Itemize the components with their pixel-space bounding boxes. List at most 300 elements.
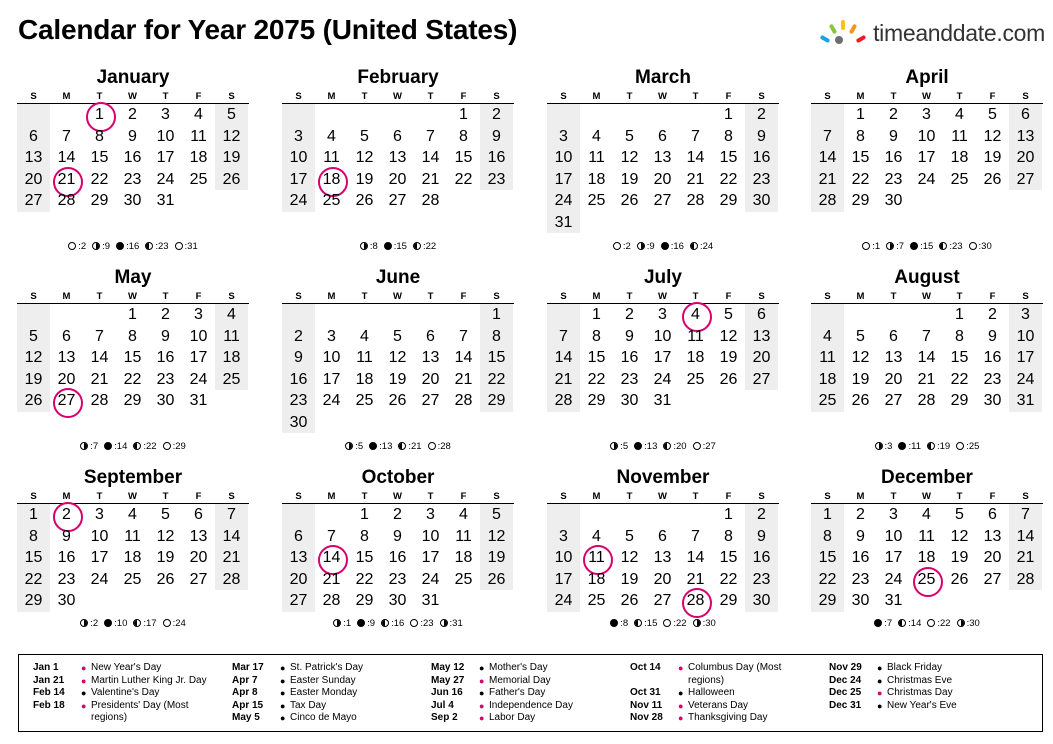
holiday-day-cell[interactable]: 11 bbox=[580, 547, 613, 569]
day-cell[interactable]: 9 bbox=[128, 127, 137, 145]
day-cell[interactable]: 31 bbox=[884, 592, 903, 609]
day-cell[interactable]: 30 bbox=[156, 392, 175, 409]
day-cell[interactable]: 19 bbox=[983, 149, 1002, 166]
day-cell[interactable]: 23 bbox=[745, 569, 778, 591]
holiday-day-cell[interactable]: 18 bbox=[315, 169, 348, 191]
day-cell[interactable]: 1 bbox=[128, 306, 137, 323]
day-cell[interactable]: 6 bbox=[988, 506, 997, 523]
day-cell[interactable]: 22 bbox=[17, 569, 50, 591]
day-cell[interactable]: 30 bbox=[282, 412, 315, 434]
day-cell[interactable]: 2 bbox=[393, 506, 402, 523]
day-cell[interactable]: 5 bbox=[393, 327, 402, 345]
day-cell[interactable]: 18 bbox=[215, 347, 248, 369]
day-cell[interactable]: 31 bbox=[189, 392, 208, 409]
day-cell[interactable]: 8 bbox=[856, 127, 865, 145]
day-cell[interactable]: 7 bbox=[95, 327, 104, 345]
day-cell[interactable]: 20 bbox=[1009, 147, 1042, 169]
day-cell[interactable]: 22 bbox=[355, 570, 374, 588]
day-cell[interactable]: 12 bbox=[215, 126, 248, 148]
day-cell[interactable]: 9 bbox=[62, 527, 71, 545]
day-cell[interactable]: 9 bbox=[745, 526, 778, 548]
day-cell[interactable]: 14 bbox=[215, 526, 248, 548]
day-cell[interactable]: 20 bbox=[983, 549, 1002, 566]
day-cell[interactable]: 15 bbox=[851, 149, 870, 166]
day-cell[interactable]: 26 bbox=[983, 170, 1002, 188]
day-cell[interactable]: 4 bbox=[327, 127, 336, 145]
day-cell[interactable]: 7 bbox=[459, 327, 468, 345]
timeanddate-logo[interactable] bbox=[821, 18, 1045, 48]
day-cell[interactable]: 2 bbox=[889, 106, 898, 123]
day-cell[interactable]: 23 bbox=[480, 169, 513, 191]
day-cell[interactable]: 15 bbox=[719, 549, 738, 566]
day-cell[interactable]: 6 bbox=[658, 527, 667, 545]
day-cell[interactable]: 21 bbox=[686, 570, 705, 588]
day-cell[interactable]: 10 bbox=[421, 527, 440, 545]
day-cell[interactable]: 13 bbox=[1009, 126, 1042, 148]
day-cell[interactable]: 11 bbox=[951, 127, 968, 145]
day-cell[interactable]: 2 bbox=[161, 306, 170, 323]
day-cell[interactable]: 21 bbox=[454, 370, 473, 388]
day-cell[interactable]: 31 bbox=[1009, 390, 1042, 412]
day-cell[interactable]: 11 bbox=[323, 149, 340, 166]
day-cell[interactable]: 17 bbox=[189, 349, 208, 366]
day-cell[interactable]: 24 bbox=[189, 370, 208, 388]
day-cell[interactable]: 14 bbox=[547, 347, 580, 369]
day-cell[interactable]: 16 bbox=[983, 349, 1002, 366]
day-cell[interactable]: 8 bbox=[17, 526, 50, 548]
day-cell[interactable]: 3 bbox=[889, 506, 898, 523]
day-cell[interactable]: 15 bbox=[355, 549, 374, 566]
day-cell[interactable]: 15 bbox=[123, 349, 142, 366]
day-cell[interactable]: 25 bbox=[355, 392, 374, 409]
day-cell[interactable]: 27 bbox=[17, 190, 50, 212]
day-cell[interactable]: 13 bbox=[421, 349, 440, 366]
holiday-day-cell[interactable]: 27 bbox=[50, 390, 83, 412]
day-cell[interactable]: 10 bbox=[653, 327, 672, 345]
day-cell[interactable]: 11 bbox=[455, 527, 472, 545]
day-cell[interactable]: 20 bbox=[17, 169, 50, 191]
day-cell[interactable]: 9 bbox=[889, 127, 898, 145]
day-cell[interactable]: 20 bbox=[189, 549, 208, 566]
day-cell[interactable]: 27 bbox=[884, 392, 903, 409]
day-cell[interactable]: 29 bbox=[90, 192, 109, 209]
day-cell[interactable]: 27 bbox=[189, 570, 208, 588]
day-cell[interactable]: 28 bbox=[421, 192, 440, 209]
day-cell[interactable]: 14 bbox=[1009, 526, 1042, 548]
day-cell[interactable]: 22 bbox=[811, 569, 844, 591]
day-cell[interactable]: 10 bbox=[156, 127, 175, 145]
day-cell[interactable]: 5 bbox=[856, 327, 865, 345]
day-cell[interactable]: 28 bbox=[917, 392, 936, 409]
day-cell[interactable]: 2 bbox=[988, 306, 997, 323]
day-cell[interactable]: 26 bbox=[950, 570, 969, 588]
day-cell[interactable]: 6 bbox=[17, 126, 50, 148]
day-cell[interactable]: 14 bbox=[686, 549, 705, 566]
day-cell[interactable]: 25 bbox=[950, 170, 969, 188]
day-cell[interactable]: 6 bbox=[658, 127, 667, 145]
day-cell[interactable]: 26 bbox=[480, 569, 513, 591]
day-cell[interactable]: 6 bbox=[194, 506, 203, 523]
day-cell[interactable]: 5 bbox=[724, 306, 733, 323]
day-cell[interactable]: 15 bbox=[17, 547, 50, 569]
day-cell[interactable]: 28 bbox=[811, 190, 844, 212]
day-cell[interactable]: 16 bbox=[620, 349, 639, 366]
day-cell[interactable]: 25 bbox=[123, 570, 142, 588]
day-cell[interactable]: 23 bbox=[851, 570, 870, 588]
day-cell[interactable]: 8 bbox=[955, 327, 964, 345]
day-cell[interactable]: 3 bbox=[1009, 304, 1042, 326]
day-cell[interactable]: 20 bbox=[57, 370, 76, 388]
day-cell[interactable]: 11 bbox=[918, 527, 935, 545]
day-cell[interactable]: 28 bbox=[322, 592, 341, 609]
day-cell[interactable]: 16 bbox=[745, 547, 778, 569]
holiday-day-cell[interactable]: 28 bbox=[679, 590, 712, 612]
day-cell[interactable]: 31 bbox=[156, 192, 175, 209]
day-cell[interactable]: 16 bbox=[282, 369, 315, 391]
day-cell[interactable]: 14 bbox=[454, 349, 473, 366]
day-cell[interactable]: 30 bbox=[123, 192, 142, 209]
day-cell[interactable]: 18 bbox=[454, 549, 473, 566]
day-cell[interactable]: 13 bbox=[884, 349, 903, 366]
day-cell[interactable]: 25 bbox=[587, 192, 606, 209]
day-cell[interactable]: 31 bbox=[421, 592, 440, 609]
day-cell[interactable]: 2 bbox=[745, 104, 778, 126]
day-cell[interactable]: 20 bbox=[745, 347, 778, 369]
day-cell[interactable]: 13 bbox=[653, 549, 672, 566]
day-cell[interactable]: 27 bbox=[421, 392, 440, 409]
day-cell[interactable]: 21 bbox=[917, 370, 936, 388]
day-cell[interactable]: 16 bbox=[745, 147, 778, 169]
holiday-day-cell[interactable]: 25 bbox=[910, 569, 943, 591]
day-cell[interactable]: 7 bbox=[327, 527, 336, 545]
day-cell[interactable]: 25 bbox=[454, 570, 473, 588]
day-cell[interactable]: 21 bbox=[322, 570, 341, 588]
day-cell[interactable]: 18 bbox=[123, 549, 142, 566]
day-cell[interactable]: 22 bbox=[587, 370, 606, 388]
day-cell[interactable]: 3 bbox=[922, 106, 931, 123]
day-cell[interactable]: 22 bbox=[123, 370, 142, 388]
day-cell[interactable]: 20 bbox=[282, 569, 315, 591]
day-cell[interactable]: 29 bbox=[719, 592, 738, 609]
day-cell[interactable]: 17 bbox=[547, 169, 580, 191]
day-cell[interactable]: 24 bbox=[282, 190, 315, 212]
day-cell[interactable]: 4 bbox=[592, 127, 601, 145]
day-cell[interactable]: 11 bbox=[687, 327, 704, 345]
day-cell[interactable]: 24 bbox=[547, 590, 580, 612]
day-cell[interactable]: 7 bbox=[811, 126, 844, 148]
day-cell[interactable]: 10 bbox=[884, 527, 903, 545]
day-cell[interactable]: 2 bbox=[745, 504, 778, 526]
day-cell[interactable]: 19 bbox=[719, 349, 738, 366]
day-cell[interactable]: 13 bbox=[17, 147, 50, 169]
day-cell[interactable]: 1 bbox=[955, 306, 964, 323]
day-cell[interactable]: 3 bbox=[426, 506, 435, 523]
day-cell[interactable]: 23 bbox=[156, 370, 175, 388]
day-cell[interactable]: 17 bbox=[322, 370, 341, 388]
holiday-day-cell[interactable]: 14 bbox=[315, 547, 348, 569]
day-cell[interactable]: 6 bbox=[1009, 104, 1042, 126]
day-cell[interactable]: 15 bbox=[950, 349, 969, 366]
day-cell[interactable]: 4 bbox=[592, 527, 601, 545]
day-cell[interactable]: 26 bbox=[620, 592, 639, 609]
day-cell[interactable]: 8 bbox=[811, 526, 844, 548]
day-cell[interactable]: 8 bbox=[724, 527, 733, 545]
day-cell[interactable]: 24 bbox=[322, 392, 341, 409]
day-cell[interactable]: 4 bbox=[459, 506, 468, 523]
day-cell[interactable]: 2 bbox=[856, 506, 865, 523]
holiday-day-cell[interactable]: 21 bbox=[50, 169, 83, 191]
day-cell[interactable]: 24 bbox=[1009, 369, 1042, 391]
day-cell[interactable]: 22 bbox=[480, 369, 513, 391]
day-cell[interactable]: 18 bbox=[587, 170, 606, 188]
day-cell[interactable]: 13 bbox=[745, 326, 778, 348]
day-cell[interactable]: 30 bbox=[983, 392, 1002, 409]
day-cell[interactable]: 21 bbox=[215, 547, 248, 569]
day-cell[interactable]: 19 bbox=[17, 369, 50, 391]
day-cell[interactable]: 6 bbox=[282, 526, 315, 548]
holiday-day-cell[interactable]: 4 bbox=[679, 304, 712, 326]
day-cell[interactable]: 4 bbox=[194, 106, 203, 123]
day-cell[interactable]: 1 bbox=[724, 106, 733, 123]
day-cell[interactable]: 29 bbox=[950, 392, 969, 409]
day-cell[interactable]: 25 bbox=[322, 192, 341, 209]
day-cell[interactable]: 11 bbox=[811, 347, 844, 369]
day-cell[interactable]: 15 bbox=[454, 149, 473, 166]
day-cell[interactable]: 13 bbox=[653, 149, 672, 166]
day-cell[interactable]: 19 bbox=[950, 549, 969, 566]
day-cell[interactable]: 23 bbox=[388, 570, 407, 588]
day-cell[interactable]: 12 bbox=[851, 349, 870, 366]
day-cell[interactable]: 17 bbox=[917, 149, 936, 166]
day-cell[interactable]: 19 bbox=[156, 549, 175, 566]
day-cell[interactable]: 9 bbox=[856, 527, 865, 545]
day-cell[interactable]: 7 bbox=[547, 326, 580, 348]
day-cell[interactable]: 17 bbox=[653, 349, 672, 366]
day-cell[interactable]: 29 bbox=[123, 392, 142, 409]
day-cell[interactable]: 26 bbox=[215, 169, 248, 191]
day-cell[interactable]: 21 bbox=[686, 170, 705, 188]
day-cell[interactable]: 1 bbox=[592, 306, 601, 323]
day-cell[interactable]: 5 bbox=[215, 104, 248, 126]
day-cell[interactable]: 11 bbox=[190, 127, 207, 145]
day-cell[interactable]: 1 bbox=[360, 506, 369, 523]
day-cell[interactable]: 3 bbox=[547, 526, 580, 548]
holiday-day-cell[interactable]: 1 bbox=[83, 104, 116, 126]
day-cell[interactable]: 17 bbox=[421, 549, 440, 566]
day-cell[interactable]: 26 bbox=[156, 570, 175, 588]
day-cell[interactable]: 11 bbox=[215, 326, 248, 348]
day-cell[interactable]: 27 bbox=[653, 592, 672, 609]
day-cell[interactable]: 17 bbox=[1009, 347, 1042, 369]
day-cell[interactable]: 29 bbox=[719, 192, 738, 209]
day-cell[interactable]: 4 bbox=[955, 106, 964, 123]
day-cell[interactable]: 9 bbox=[282, 347, 315, 369]
day-cell[interactable]: 30 bbox=[745, 190, 778, 212]
day-cell[interactable]: 17 bbox=[90, 549, 109, 566]
day-cell[interactable]: 10 bbox=[1009, 326, 1042, 348]
day-cell[interactable]: 15 bbox=[811, 547, 844, 569]
day-cell[interactable]: 5 bbox=[988, 106, 997, 123]
day-cell[interactable]: 12 bbox=[620, 149, 639, 166]
day-cell[interactable]: 25 bbox=[215, 369, 248, 391]
day-cell[interactable]: 7 bbox=[691, 527, 700, 545]
day-cell[interactable]: 8 bbox=[592, 327, 601, 345]
day-cell[interactable]: 26 bbox=[620, 192, 639, 209]
day-cell[interactable]: 14 bbox=[811, 147, 844, 169]
day-cell[interactable]: 27 bbox=[653, 192, 672, 209]
day-cell[interactable]: 1 bbox=[856, 106, 865, 123]
day-cell[interactable]: 6 bbox=[426, 327, 435, 345]
day-cell[interactable]: 20 bbox=[421, 370, 440, 388]
day-cell[interactable]: 4 bbox=[811, 326, 844, 348]
day-cell[interactable]: 9 bbox=[480, 126, 513, 148]
day-cell[interactable]: 18 bbox=[917, 549, 936, 566]
day-cell[interactable]: 19 bbox=[620, 170, 639, 188]
day-cell[interactable]: 12 bbox=[983, 127, 1002, 145]
day-cell[interactable]: 26 bbox=[388, 392, 407, 409]
day-cell[interactable]: 1 bbox=[17, 504, 50, 526]
day-cell[interactable]: 16 bbox=[123, 149, 142, 166]
day-cell[interactable]: 14 bbox=[686, 149, 705, 166]
day-cell[interactable]: 26 bbox=[719, 370, 738, 388]
day-cell[interactable]: 24 bbox=[156, 170, 175, 188]
day-cell[interactable]: 13 bbox=[983, 527, 1002, 545]
day-cell[interactable]: 21 bbox=[547, 369, 580, 391]
day-cell[interactable]: 9 bbox=[745, 126, 778, 148]
day-cell[interactable]: 8 bbox=[128, 327, 137, 345]
day-cell[interactable]: 12 bbox=[355, 149, 374, 166]
day-cell[interactable]: 18 bbox=[686, 349, 705, 366]
day-cell[interactable]: 23 bbox=[57, 570, 76, 588]
holiday-day-cell[interactable]: 2 bbox=[50, 504, 83, 526]
day-cell[interactable]: 29 bbox=[811, 590, 844, 612]
day-cell[interactable]: 20 bbox=[653, 570, 672, 588]
day-cell[interactable]: 26 bbox=[851, 392, 870, 409]
day-cell[interactable]: 19 bbox=[480, 547, 513, 569]
day-cell[interactable]: 3 bbox=[194, 306, 203, 323]
day-cell[interactable]: 30 bbox=[620, 392, 639, 409]
day-cell[interactable]: 22 bbox=[950, 370, 969, 388]
day-cell[interactable]: 29 bbox=[17, 590, 50, 612]
day-cell[interactable]: 22 bbox=[719, 570, 738, 588]
day-cell[interactable]: 3 bbox=[327, 327, 336, 345]
day-cell[interactable]: 9 bbox=[625, 327, 634, 345]
day-cell[interactable]: 6 bbox=[889, 327, 898, 345]
day-cell[interactable]: 16 bbox=[851, 549, 870, 566]
day-cell[interactable]: 10 bbox=[917, 127, 936, 145]
day-cell[interactable]: 19 bbox=[215, 147, 248, 169]
day-cell[interactable]: 8 bbox=[724, 127, 733, 145]
day-cell[interactable]: 29 bbox=[355, 592, 374, 609]
day-cell[interactable]: 10 bbox=[90, 527, 109, 545]
day-cell[interactable]: 17 bbox=[547, 569, 580, 591]
day-cell[interactable]: 31 bbox=[653, 392, 672, 409]
day-cell[interactable]: 20 bbox=[884, 370, 903, 388]
day-cell[interactable]: 5 bbox=[480, 504, 513, 526]
day-cell[interactable]: 8 bbox=[360, 527, 369, 545]
day-cell[interactable]: 27 bbox=[282, 590, 315, 612]
day-cell[interactable]: 5 bbox=[17, 326, 50, 348]
day-cell[interactable]: 21 bbox=[421, 170, 440, 188]
day-cell[interactable]: 21 bbox=[1009, 547, 1042, 569]
day-cell[interactable]: 3 bbox=[547, 126, 580, 148]
day-cell[interactable]: 11 bbox=[356, 349, 373, 366]
day-cell[interactable]: 12 bbox=[17, 347, 50, 369]
day-cell[interactable]: 12 bbox=[480, 526, 513, 548]
day-cell[interactable]: 26 bbox=[355, 192, 374, 209]
day-cell[interactable]: 23 bbox=[983, 370, 1002, 388]
day-cell[interactable]: 25 bbox=[686, 370, 705, 388]
day-cell[interactable]: 15 bbox=[90, 149, 109, 166]
day-cell[interactable]: 22 bbox=[719, 170, 738, 188]
day-cell[interactable]: 22 bbox=[454, 170, 473, 188]
day-cell[interactable]: 28 bbox=[1009, 569, 1042, 591]
day-cell[interactable]: 3 bbox=[95, 506, 104, 523]
day-cell[interactable]: 23 bbox=[620, 370, 639, 388]
day-cell[interactable]: 27 bbox=[1009, 169, 1042, 191]
day-cell[interactable]: 2 bbox=[128, 106, 137, 123]
day-cell[interactable]: 12 bbox=[950, 527, 969, 545]
day-cell[interactable]: 25 bbox=[811, 390, 844, 412]
day-cell[interactable]: 13 bbox=[57, 349, 76, 366]
day-cell[interactable]: 19 bbox=[620, 570, 639, 588]
day-cell[interactable]: 11 bbox=[124, 527, 141, 545]
day-cell[interactable]: 19 bbox=[388, 370, 407, 388]
day-cell[interactable]: 5 bbox=[625, 527, 634, 545]
day-cell[interactable]: 15 bbox=[587, 349, 606, 366]
day-cell[interactable]: 9 bbox=[161, 327, 170, 345]
day-cell[interactable]: 13 bbox=[189, 527, 208, 545]
day-cell[interactable]: 18 bbox=[355, 370, 374, 388]
day-cell[interactable]: 3 bbox=[282, 126, 315, 148]
day-cell[interactable]: 29 bbox=[851, 192, 870, 209]
day-cell[interactable]: 12 bbox=[388, 349, 407, 366]
day-cell[interactable]: 10 bbox=[547, 547, 580, 569]
day-cell[interactable]: 8 bbox=[480, 326, 513, 348]
day-cell[interactable]: 8 bbox=[95, 127, 104, 145]
day-cell[interactable]: 15 bbox=[480, 347, 513, 369]
day-cell[interactable]: 6 bbox=[393, 127, 402, 145]
day-cell[interactable]: 17 bbox=[282, 169, 315, 191]
day-cell[interactable]: 2 bbox=[282, 326, 315, 348]
day-cell[interactable]: 15 bbox=[719, 149, 738, 166]
day-cell[interactable]: 25 bbox=[189, 170, 208, 188]
day-cell[interactable]: 29 bbox=[480, 390, 513, 412]
day-cell[interactable]: 1 bbox=[480, 304, 513, 326]
day-cell[interactable]: 30 bbox=[884, 192, 903, 209]
day-cell[interactable]: 12 bbox=[620, 549, 639, 566]
day-cell[interactable]: 28 bbox=[547, 390, 580, 412]
day-cell[interactable]: 27 bbox=[983, 570, 1002, 588]
day-cell[interactable]: 19 bbox=[851, 370, 870, 388]
day-cell[interactable]: 10 bbox=[189, 327, 208, 345]
day-cell[interactable]: 24 bbox=[884, 570, 903, 588]
day-cell[interactable]: 11 bbox=[588, 149, 605, 166]
day-cell[interactable]: 1 bbox=[724, 506, 733, 523]
day-cell[interactable]: 18 bbox=[811, 369, 844, 391]
day-cell[interactable]: 7 bbox=[691, 127, 700, 145]
day-cell[interactable]: 24 bbox=[653, 370, 672, 388]
day-cell[interactable]: 19 bbox=[355, 170, 374, 188]
day-cell[interactable]: 10 bbox=[547, 147, 580, 169]
day-cell[interactable]: 30 bbox=[388, 592, 407, 609]
day-cell[interactable]: 18 bbox=[189, 149, 208, 166]
day-cell[interactable]: 28 bbox=[57, 192, 76, 209]
day-cell[interactable]: 14 bbox=[90, 349, 109, 366]
day-cell[interactable]: 4 bbox=[922, 506, 931, 523]
day-cell[interactable]: 27 bbox=[745, 369, 778, 391]
day-cell[interactable]: 8 bbox=[459, 127, 468, 145]
